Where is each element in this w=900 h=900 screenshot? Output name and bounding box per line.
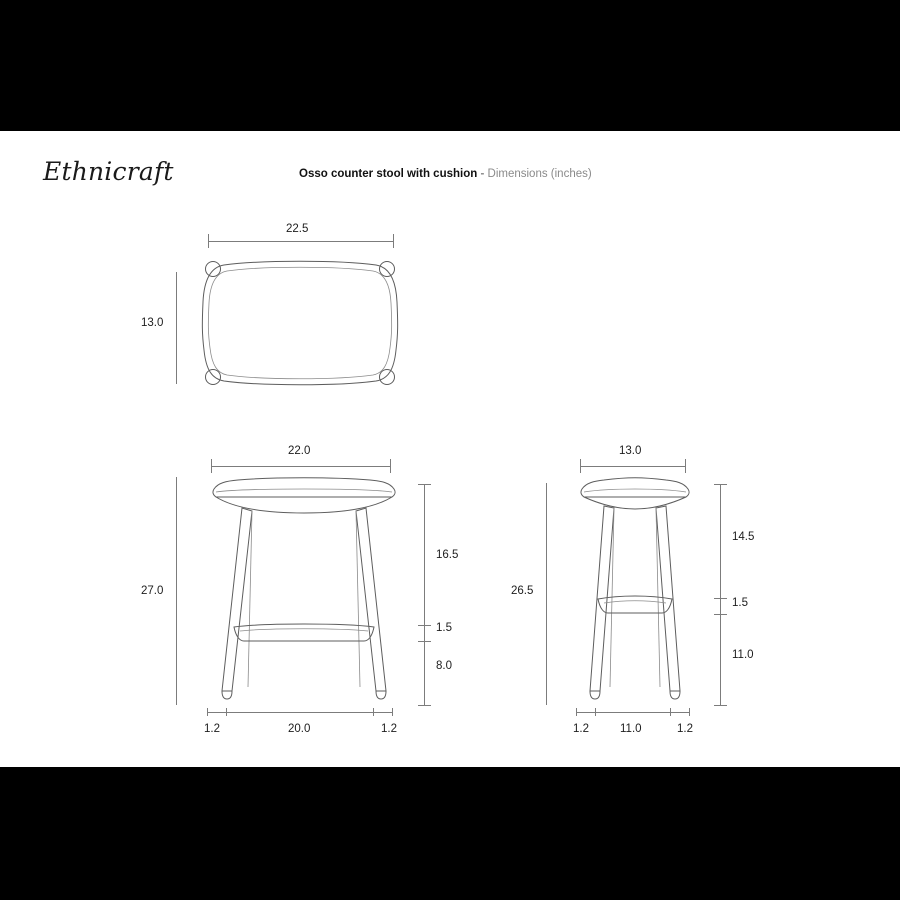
drawing-title-dash: - xyxy=(480,168,485,180)
side-view-depth-dimension-line xyxy=(580,466,686,467)
side-view-depth-tick-left xyxy=(580,459,581,473)
side-view-foot-left-dim-line xyxy=(576,712,596,713)
drawing-title xyxy=(299,168,592,180)
front-view-foot-right-tick-b xyxy=(392,708,393,716)
front-view-total-height-line xyxy=(176,477,177,705)
front-view-stretcher-thickness-label: 1.5 xyxy=(436,622,452,634)
front-view-drawing xyxy=(204,475,404,707)
side-view-foot-left-tick-a xyxy=(576,708,577,716)
front-view-dim-tick-mid1 xyxy=(418,625,431,626)
side-view-foot-right-label: 1.2 xyxy=(677,723,693,735)
front-view-width-tick-right xyxy=(390,459,391,473)
side-view-dim-tick-mid1 xyxy=(714,598,727,599)
front-view-total-height-label: 27.0 xyxy=(141,585,164,597)
drawing-title-subtitle: Dimensions (inches) xyxy=(487,168,592,180)
front-view-span-label: 20.0 xyxy=(288,723,311,735)
front-view-seat-to-stretcher-line xyxy=(424,484,425,625)
side-view-span-dim-line xyxy=(595,712,670,713)
top-view-depth-dimension-line xyxy=(176,272,177,384)
side-view-depth-tick-right xyxy=(685,459,686,473)
top-view-width-dimension-line xyxy=(208,241,394,242)
front-view-width-dimension-line xyxy=(211,466,391,467)
front-view-span-dim-line xyxy=(226,712,373,713)
side-view-stretcher-to-floor-line xyxy=(720,614,721,705)
top-view-drawing xyxy=(200,258,400,388)
front-view-foot-left-label: 1.2 xyxy=(204,723,220,735)
front-view-foot-right-dim-line xyxy=(373,712,393,713)
side-view-seat-to-stretcher-line xyxy=(720,484,721,598)
top-view-width-tick-left xyxy=(208,234,209,248)
front-view-stretcher-thickness-line xyxy=(424,625,425,641)
top-view-width-label: 22.5 xyxy=(286,223,309,235)
side-view-stretcher-thickness-line xyxy=(720,598,721,614)
side-view-foot-right-tick-b xyxy=(689,708,690,716)
side-view-stretcher-thickness-label: 1.5 xyxy=(732,597,748,609)
side-view-total-height-label: 26.5 xyxy=(511,585,534,597)
front-view-stretcher-to-floor-label: 8.0 xyxy=(436,660,452,672)
side-view-span-label: 11.0 xyxy=(620,723,642,735)
front-view-dim-tick-top xyxy=(418,484,431,485)
front-view-seat-to-stretcher-label: 16.5 xyxy=(436,549,459,561)
front-view-dim-tick-bottom xyxy=(418,705,431,706)
front-view-foot-right-tick-a xyxy=(373,708,374,716)
side-view-foot-left-label: 1.2 xyxy=(573,723,589,735)
side-view-seat-to-stretcher-label: 14.5 xyxy=(732,531,755,543)
brand-logo: Ethnicraft xyxy=(43,157,174,186)
front-view-width-label: 22.0 xyxy=(288,445,311,457)
side-view-dim-tick-bottom xyxy=(714,705,727,706)
front-view-stretcher-to-floor-line xyxy=(424,641,425,705)
side-view-drawing xyxy=(570,475,700,707)
side-view-dim-tick-top xyxy=(714,484,727,485)
front-view-width-tick-left xyxy=(211,459,212,473)
side-view-total-height-line xyxy=(546,483,547,705)
front-view-foot-right-label: 1.2 xyxy=(381,723,397,735)
side-view-foot-right-tick-a xyxy=(670,708,671,716)
front-view-foot-left-dim-line xyxy=(207,712,227,713)
drawing-title-main: Osso counter stool with cushion xyxy=(299,168,478,180)
top-view-width-tick-right xyxy=(393,234,394,248)
side-view-stretcher-to-floor-label: 11.0 xyxy=(732,649,754,661)
side-view-depth-label: 13.0 xyxy=(619,445,642,457)
front-view-foot-left-tick-a xyxy=(207,708,208,716)
top-view-depth-label: 13.0 xyxy=(141,317,164,329)
side-view-foot-right-dim-line xyxy=(670,712,690,713)
